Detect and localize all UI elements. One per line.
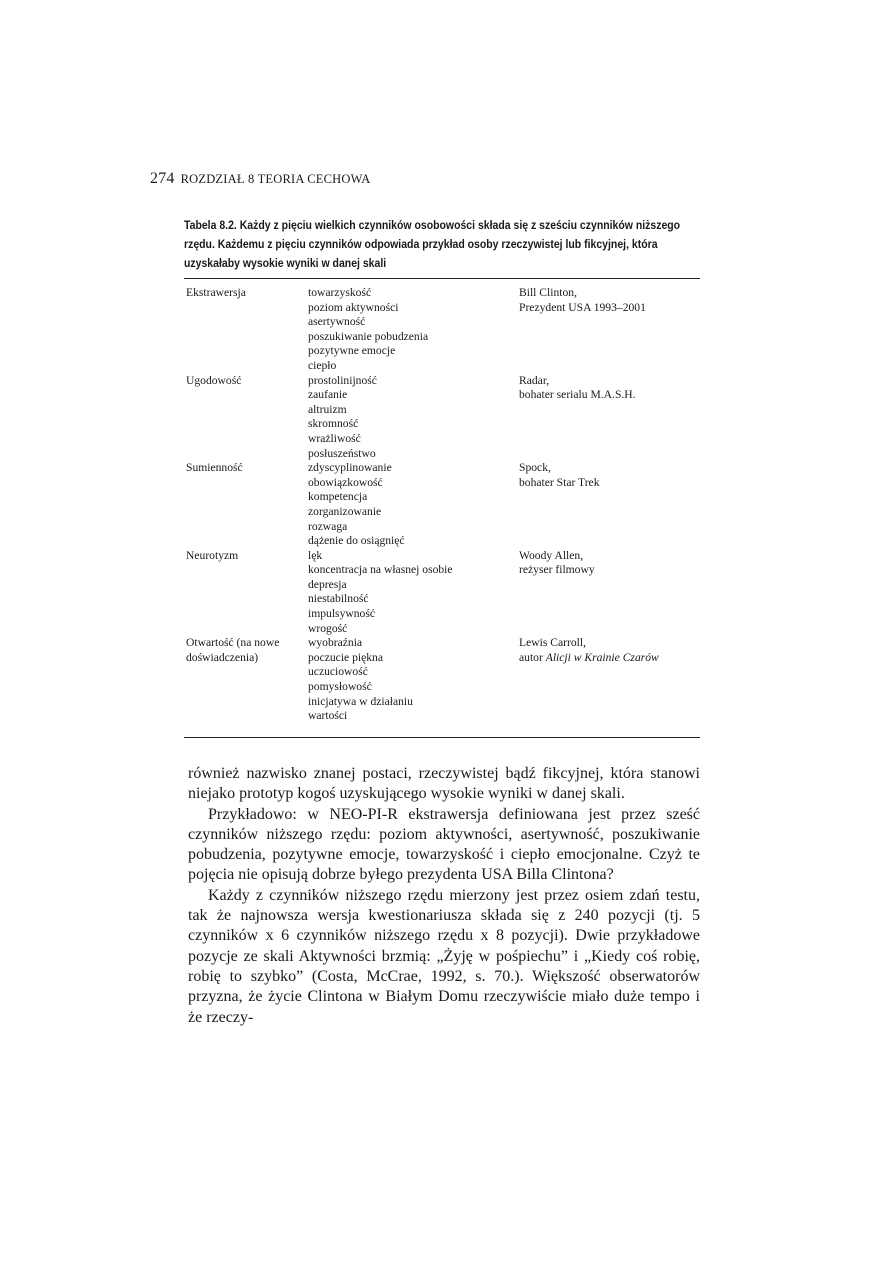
- trait-item: impulsywność: [308, 607, 375, 621]
- trait-item: poziom aktywności: [308, 300, 399, 314]
- trait-item: rozwaga: [308, 519, 348, 533]
- trait-item: posłuszeństwo: [308, 446, 376, 460]
- table-row: [186, 374, 702, 462]
- factor-name: Sumienność: [186, 461, 243, 475]
- trait-item: pomysłowość: [308, 680, 372, 694]
- trait-item: pozytywne emocje: [308, 344, 396, 358]
- example-description: reżyser filmowy: [519, 563, 595, 577]
- example-description-prefix: autor: [519, 650, 546, 664]
- trait-item: altruizm: [308, 402, 347, 416]
- book-title: Alicji w Krainie Czarów: [545, 650, 659, 664]
- table-row: [186, 636, 702, 724]
- caption-text: Każdy z pięciu wielkich czynników osobowości składa się z sześciu czynników niższego rzędu. Każdemu z pięciu czynników odpowiada przykład osoby rzeczywistej lub fikcyjnej, która uzyskałaby wysokie wyniki w danej skali: [184, 218, 681, 270]
- example-description: Prezydent USA 1993–2001: [519, 300, 646, 314]
- big-five-table: [186, 286, 702, 724]
- caption-lead: Tabela 8.2.: [184, 218, 237, 232]
- trait-item: zaufanie: [308, 388, 348, 402]
- trait-item: wrażliwość: [308, 431, 361, 445]
- table-row: [186, 461, 702, 549]
- trait-item: asertywność: [308, 315, 366, 329]
- factor-name: Ekstrawersja: [186, 286, 246, 299]
- paragraph: Każdy z czynników niższego rzędu mierzony jest przez osiem zdań testu, tak że najnowsza wersja kwestionariusza składa się z 240 pozycji (tj. 5 czynników x 6 czynników niższego rzędu x 8 pozycji). Dwie przykładowe pozycje ze skali Aktywności brzmią: „Żyję w pośpiechu” i „Kiedy coś robię, robię to szybko” (Costa, McCrae, 1992, s. 70.). Większość obserwatorów przyzna, że życie Clintona w Białym Domu rzeczywiście miało duże tempo i że rzeczy-: [188, 886, 700, 1026]
- trait-item: lęk: [308, 548, 323, 562]
- trait-item: ciepło: [308, 358, 337, 372]
- paragraph: również nazwisko znanej postaci, rzeczywistej bądź fikcyjnej, która stanowi niejako prototyp kogoś uzyskującego wysokie wyniki w danej skali.: [188, 765, 700, 803]
- trait-item: uczuciowość: [308, 665, 368, 679]
- table-row: [186, 286, 702, 374]
- example-person: [519, 636, 699, 724]
- example-person: [519, 286, 699, 374]
- table-bottom-rule: [184, 737, 700, 738]
- trait-item: poczucie piękna: [308, 650, 383, 664]
- example-name: Bill Clinton,: [519, 286, 577, 299]
- trait-item: dążenie do osiągnięć: [308, 534, 405, 548]
- trait-item: depresja: [308, 577, 347, 591]
- trait-item: niestabilność: [308, 592, 369, 606]
- trait-list: [308, 374, 519, 462]
- running-title: ROZDZIAŁ 8 TEORIA CECHOWA: [180, 172, 371, 186]
- trait-item: towarzyskość: [308, 286, 372, 299]
- table-caption: [184, 216, 704, 273]
- factor-name: Ugodowość: [186, 373, 242, 387]
- example-description: [519, 651, 699, 666]
- page-number: 274: [150, 170, 175, 187]
- trait-item: koncentracja na własnej osobie: [308, 563, 453, 577]
- paragraph: Przykładowo: w NEO-PI-R ekstrawersja definiowana jest przez sześć czynników niższego rzędu: poziom aktywności, asertywność, poszukiwanie pobudzenia, pozytywne emocje, towarzyskość i ciepło emocjonalne. Czyż te pojęcia nie opisują dobrze byłego prezydenta USA Billa Clintona?: [188, 805, 700, 884]
- trait-item: kompetencja: [308, 490, 368, 504]
- trait-item: wartości: [308, 709, 348, 723]
- factor-name: Neurotyzm: [186, 548, 239, 562]
- example-description: bohater Star Trek: [519, 475, 600, 489]
- trait-item: wrogość: [308, 621, 348, 635]
- body-text: [188, 764, 700, 1028]
- example-description: bohater serialu M.A.S.H.: [519, 388, 636, 402]
- trait-item: wyobraźnia: [308, 636, 363, 650]
- table-top-rule: [184, 278, 700, 279]
- trait-item: zdyscyplinowanie: [308, 461, 392, 475]
- trait-list: [308, 461, 519, 549]
- example-person: [519, 549, 699, 637]
- factor-name: Otwartość (na nowe doświadczenia): [186, 636, 280, 664]
- example-person: [519, 374, 699, 462]
- example-name: Woody Allen,: [519, 548, 584, 562]
- trait-item: obowiązkowość: [308, 475, 383, 489]
- trait-item: prostolinijność: [308, 373, 377, 387]
- example-name: Spock,: [519, 461, 551, 475]
- example-person: [519, 461, 699, 549]
- running-header: [150, 170, 370, 188]
- trait-item: poszukiwanie pobudzenia: [308, 329, 429, 343]
- trait-item: zorganizowanie: [308, 504, 382, 518]
- example-name: Radar,: [519, 373, 550, 387]
- trait-list: [308, 549, 519, 637]
- trait-item: inicjatywa w działaniu: [308, 694, 413, 708]
- trait-list: [308, 636, 519, 724]
- trait-item: skromność: [308, 417, 359, 431]
- example-name: Lewis Carroll,: [519, 636, 586, 650]
- trait-list: [308, 286, 519, 374]
- table-row: [186, 549, 702, 637]
